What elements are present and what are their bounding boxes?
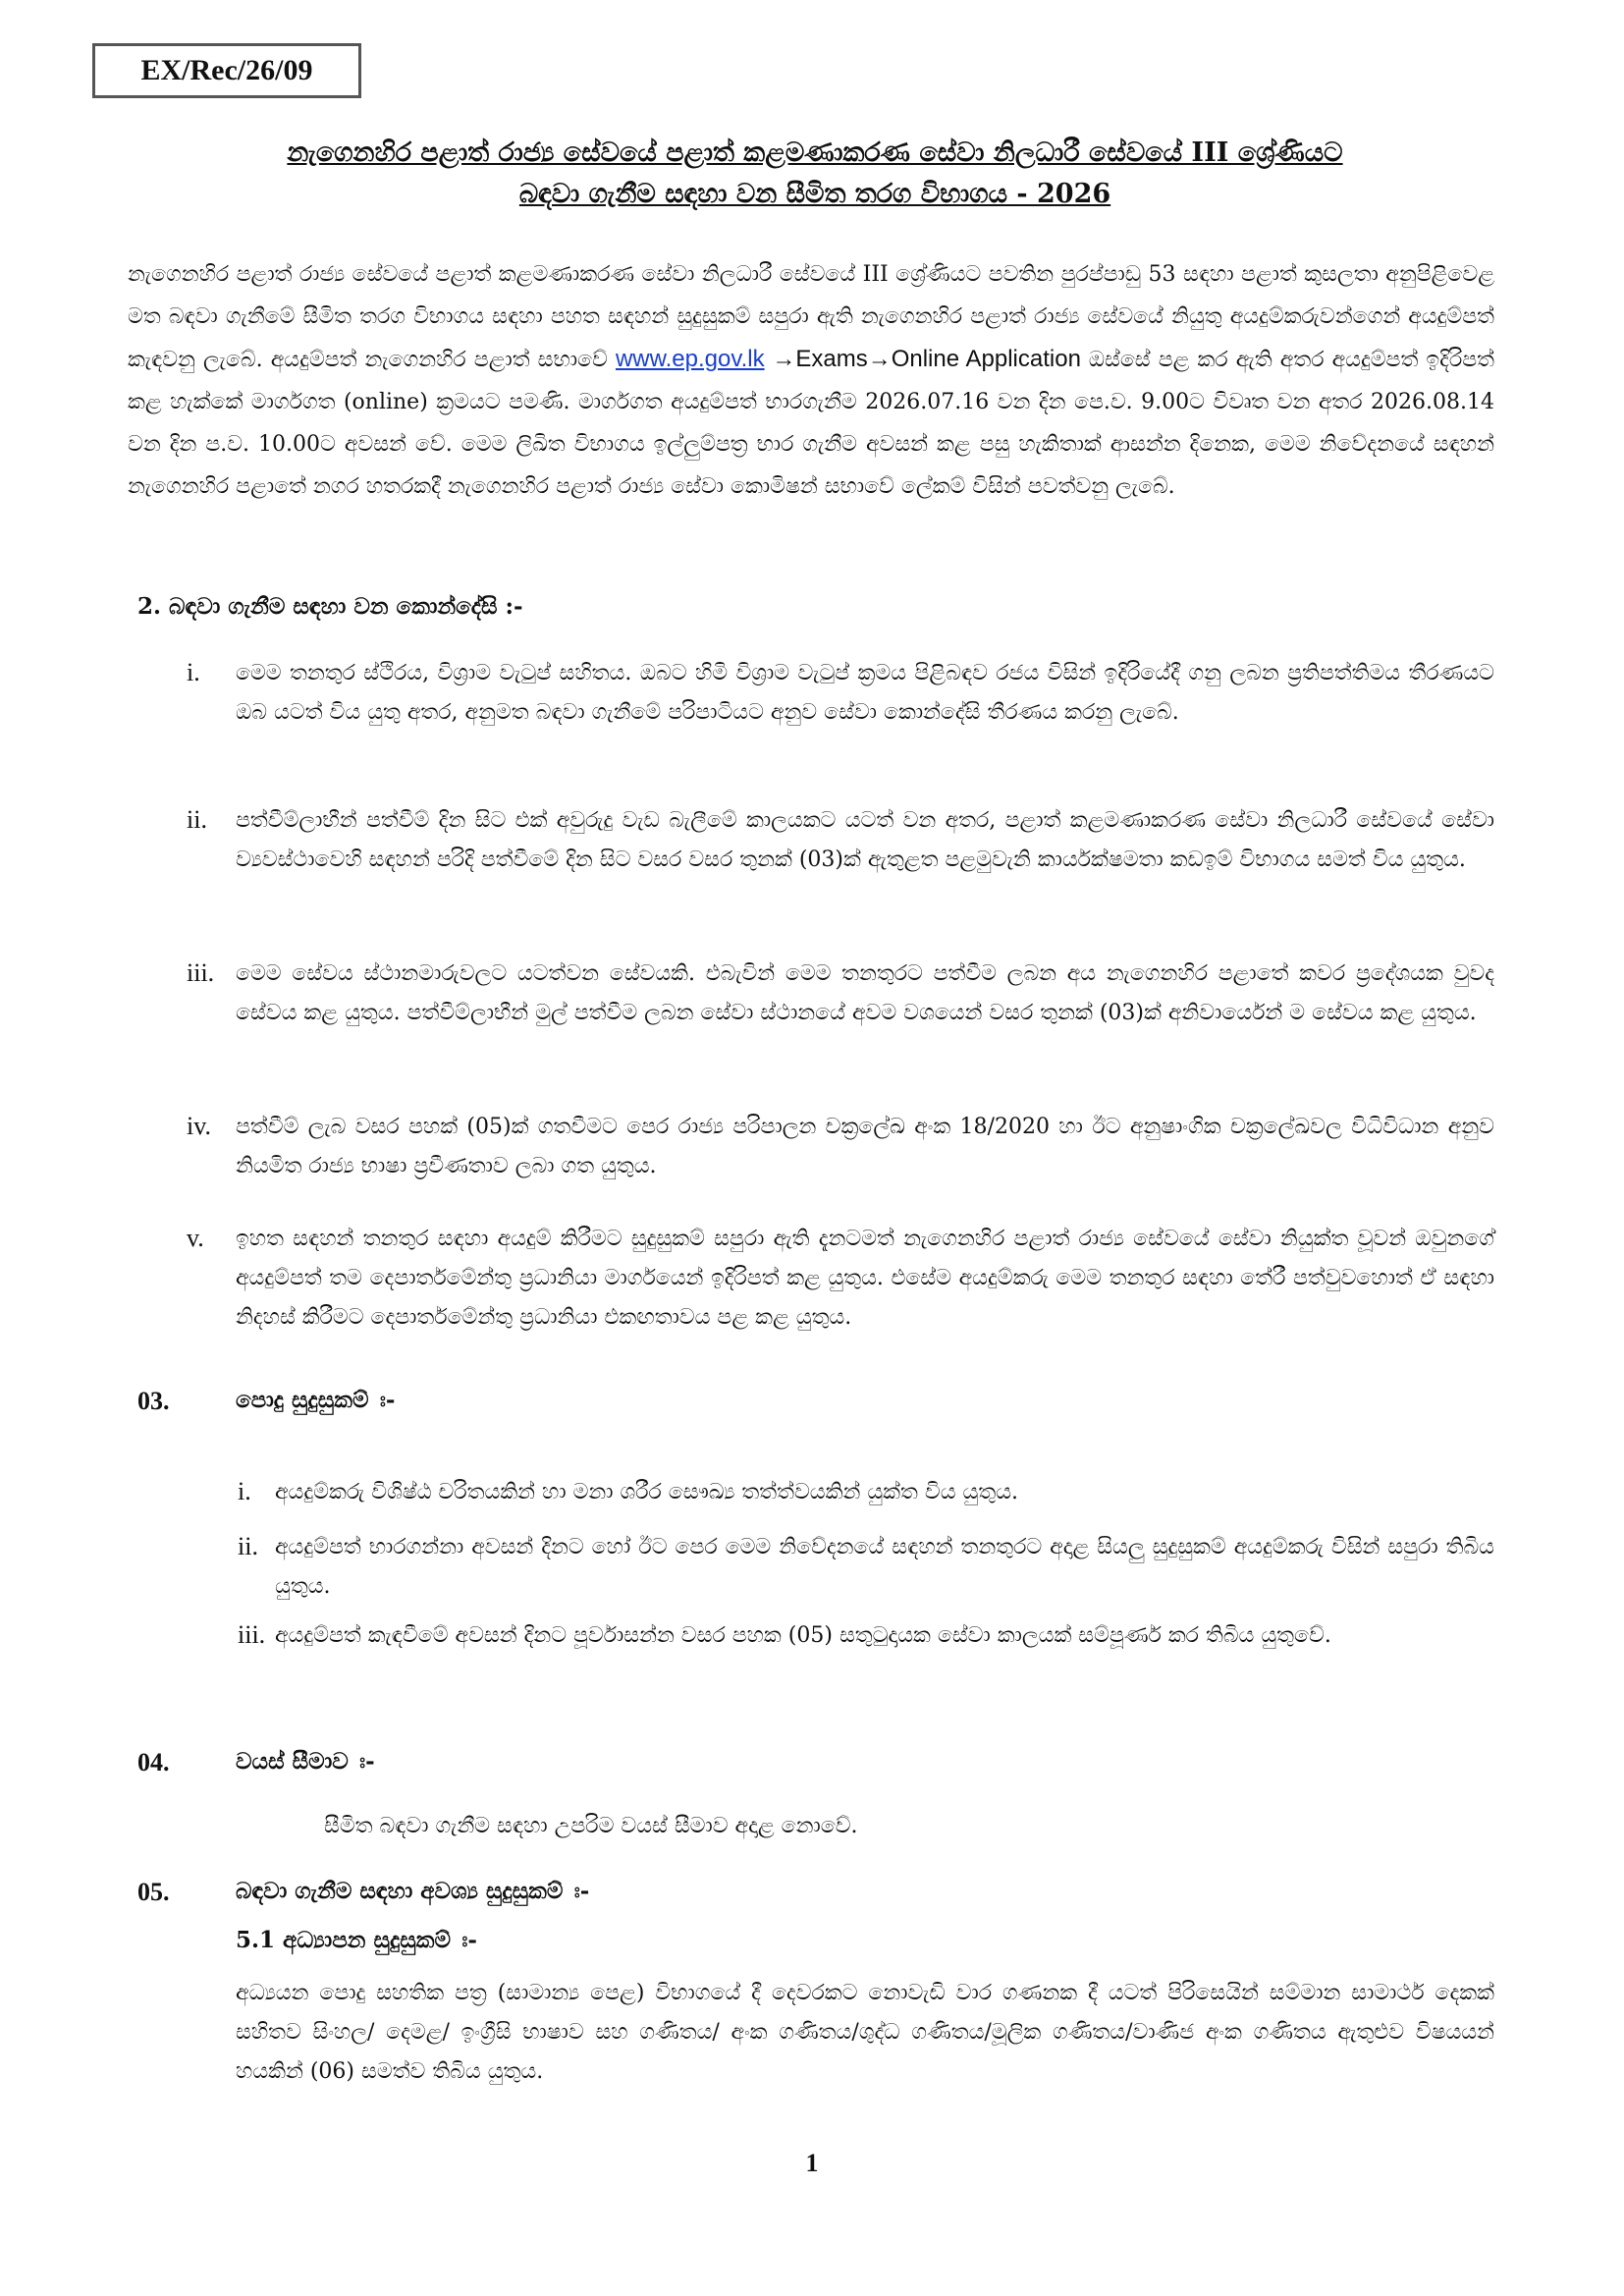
section-4-text: සීමිත බඳවා ගැනීම සඳහා උපරිම වයස් සීමාව අදාළ නොවේ. [324, 1814, 858, 1838]
intro-paragraph [128, 253, 1494, 508]
application-path: →Exams→Online Application [764, 346, 1089, 372]
section-3-item-3-text: අයදුම්පත් කැඳවීමේ අවසන් දිනට පූර්වාසන්න වසර පහක (05) සතුටුදායක සේවා කාලයක් සම්පූර්ණ කර තිබිය යුතුවේ. [275, 1623, 1331, 1648]
section-2-item-1-number: i. [187, 658, 200, 686]
section-2-item-5-number: v. [187, 1224, 204, 1252]
reference-code: EX/Rec/26/09 [140, 54, 313, 86]
section-2-item-3-number: iii. [187, 958, 215, 987]
reference-code-box [92, 43, 361, 98]
website-link[interactable]: www.ep.gov.lk [615, 346, 765, 372]
title-line-2: බඳවා ගැනීම සඳහා වන සීමිත තරග විභාගය - 2026 [518, 179, 1111, 209]
section-3-item-2-text: අයදුම්පත් භාරගන්නා අවසන් දිනට හෝ ඊට පෙර මෙම නිවේදනයේ සඳහන් තනතුරට අදාළ සියලු සුදුසුකම් අයදුම්කරු විසින් සපුරා තිබිය යුතුය. [275, 1535, 1494, 1599]
page-number: 1 [805, 2149, 819, 2177]
section-3-item-3-number: iii. [238, 1620, 266, 1649]
section-4-number: 04. [137, 1748, 170, 1777]
intro-text-part2: ඔස්සේ පළ කර ඇති අතර අයදුම්පත් ඉදිරිපත් කළ හැක්කේ මාර්ගගත (online) ක්‍රමයට පමණි. මාර්ගගත අයදුම්පත් භාරගැනීම 2026.07.16 වන දින පෙ.ව. 9.00ට විවෘත වන අතර 2026.08.14 වන දින ප.ව. 10.00ට අවසන් වේ. මෙම ලිඛිත විභාගය ඉල්ලුම්පත්‍ර භාර ගැනීම අවසන් කළ පසු හැකිතාක් ආසන්න දිනෙක, මෙම නිවේදනයේ සඳහන් නැගෙනහිර පළාතේ නගර හතරකදී නැගෙනහිර පළාත් රාජ්‍ය සේවා කොමිෂන් සභාවේ ලේකම් විසින් පවත්වනු ලැබේ. [128, 348, 1494, 499]
section-5-1-heading: 5.1 අධ්‍යාපන සුදුසුකම් ඃ- [236, 1927, 477, 1953]
section-2-item-4-number: iv. [187, 1112, 212, 1140]
section-2-item-2-text: පත්වීම්ලාභීන් පත්වීම් දින සිට එක් අවුරුදු වැඩ බැලීමේ කාලයකට යටත් වන අතර, පළාත් කළමණාකරණ සේවා නිලධාරී සේවයේ සේවා ව්‍යවස්ථාවෙහි සඳහන් පරිදි පත්වීමේ දින සිට වසර වසර තුනක් (03)ක් ඇතුළත පළමුවැනි කාර්යක්ෂමතා කඩඉම් විභාගය සමත් විය යුතුය. [236, 808, 1494, 872]
section-2-item-3-text: මෙම සේවය ස්ථානමාරුවලට යටත්වන සේවයකි. එබැවින් මෙම තනතුරට පත්වීම ලබන අය නැගෙනහිර පළාතේ කවර ප්‍රදේශයක වුවද සේවය කළ යුතුය. පත්වීම්ලාභීන් මුල් පත්වීම ලබන සේවා ස්ථානයේ අවම වශයෙන් වසර තුනක් (03)ක් අනිවාර්යෙන් ම සේවය කළ යුතුය. [236, 961, 1494, 1025]
section-2-item-2-number: ii. [187, 805, 207, 834]
section-3-item-1-text: අයදුම්කරු විශිෂ්ඨ චරිතයකින් හා මනා ශරීර සෞඛ්‍ය තත්ත්වයකින් යුක්ත විය යුතුය. [275, 1480, 1019, 1504]
title-line-1: නැගෙනහිර පළාත් රාජ්‍ය සේවයේ පළාත් කළමණාකරණ සේවා නිලධාරී සේවයේ III ශ්‍රේණියට [287, 137, 1343, 168]
section-5-heading: බඳවා ගැනීම සඳහා අවශ්‍ය සුදුසුකම් ඃ- [236, 1878, 590, 1904]
section-2-item-1-text: මෙම තනතුර ස්ථිරය, විශ්‍රාම වැටුප් සහිතය. ඔබට හිමි විශ්‍රාම වැටුප් ක්‍රමය පිළිබඳව රජය විසින් ඉදිරියේදී ගනු ලබන ප්‍රතිපත්තිමය තීරණයට ඔබ යටත් විය යුතු අතර, අනුමත බඳවා ගැනීමේ පරිපාටියට අනුව සේවා කොන්දේසි තීරණය කරනු ලැබේ. [236, 661, 1494, 725]
section-5-number: 05. [137, 1878, 170, 1906]
section-3-item-2-number: ii. [238, 1532, 258, 1560]
section-2-heading: 2. බඳවා ගැනීම සඳහා වන කොන්දේසි :- [137, 593, 523, 620]
section-3-number: 03. [137, 1387, 170, 1415]
section-3-item-1-number: i. [238, 1477, 251, 1505]
section-2-item-5-text: ඉහත සඳහන් තනතුර සඳහා අයදුම් කිරීමට සුදුසුකම් සපුරා ඇති දැනටමත් නැගෙනහිර පළාත් රාජ්‍ය සේවයේ සේවා නියුක්ත වූවන් ඔවුනගේ අයදුම්පත් තම දෙපාර්තමේන්තු ප්‍රධානියා මාර්ගයෙන් ඉදිරිපත් කළ යුතුය. එසේම අයදුම්කරු මෙම තනතුර සඳහා තේරී පත්වුවහොත් ඒ සඳහා නිදහස් කිරීමට දෙපාර්තමේන්තු ප්‍රධානියා එකඟතාවය පළ කළ යුතුය. [236, 1227, 1494, 1330]
section-2-item-4-text: පත්වීම් ලැබ වසර පහක් (05)ක් ගතවීමට පෙර රාජ්‍ය පරිපාලන චක්‍රලේඛ අංක 18/2020 හා ඊට අනුෂාංගික චක්‍රලේඛවල විධිවිධාන අනුව නියමිත රාජ්‍ය භාෂා ප්‍රවීණතාව ලබා ගත යුතුය. [236, 1115, 1494, 1178]
section-4-heading: වයස් සීමාව ඃ- [236, 1748, 375, 1775]
section-5-1-text: අධ්‍යයන පොදු සහතික පත්‍ර (සාමාන්‍ය පෙළ) විභාගයේ දී දෙවරකට නොවැඩි වාර ගණනක දී යටත් පිරිසෙයින් සම්මාන සාමාර්ථ දෙකක් සහිතව සිංහල/ දෙමළ/ ඉංග්‍රීසි භාෂාව සහ ගණිතය/ අංක ගණිතය/ශුද්ධ ගණිතය/මූලික ගණිතය/වාණිජ අංක ගණිතය ඇතුළුව විෂයයන් හයකින් (06) සමත්ව තිබිය යුතුය. [236, 1981, 1494, 2084]
intro-text-part1: නැගෙනහිර පළාත් රාජ්‍ය සේවයේ පළාත් කළමණාකරණ සේවා නිලධාරී සේවයේ III ශ්‍රේණියට පවතින පුරප්පාඩු 53 සඳහා පළාත් කුසලතා අනුපිළිවෙළ මත බඳවා ගැනීමේ සීමිත තරග විභාගය සඳහා පහත සඳහන් සුදුසුකම් සපුරා ඇති නැගෙනහිර පළාත් රාජ්‍ය සේවයේ නියුතු අයදුම්කරුවන්ගෙන් අයදුම්පත් කැඳවනු ලැබේ. අයදුම්පත් නැගෙනහිර පළාත් සභාවේ [128, 262, 1494, 372]
section-3-heading: පොදු සුදුසුකම් ඃ- [236, 1387, 396, 1413]
